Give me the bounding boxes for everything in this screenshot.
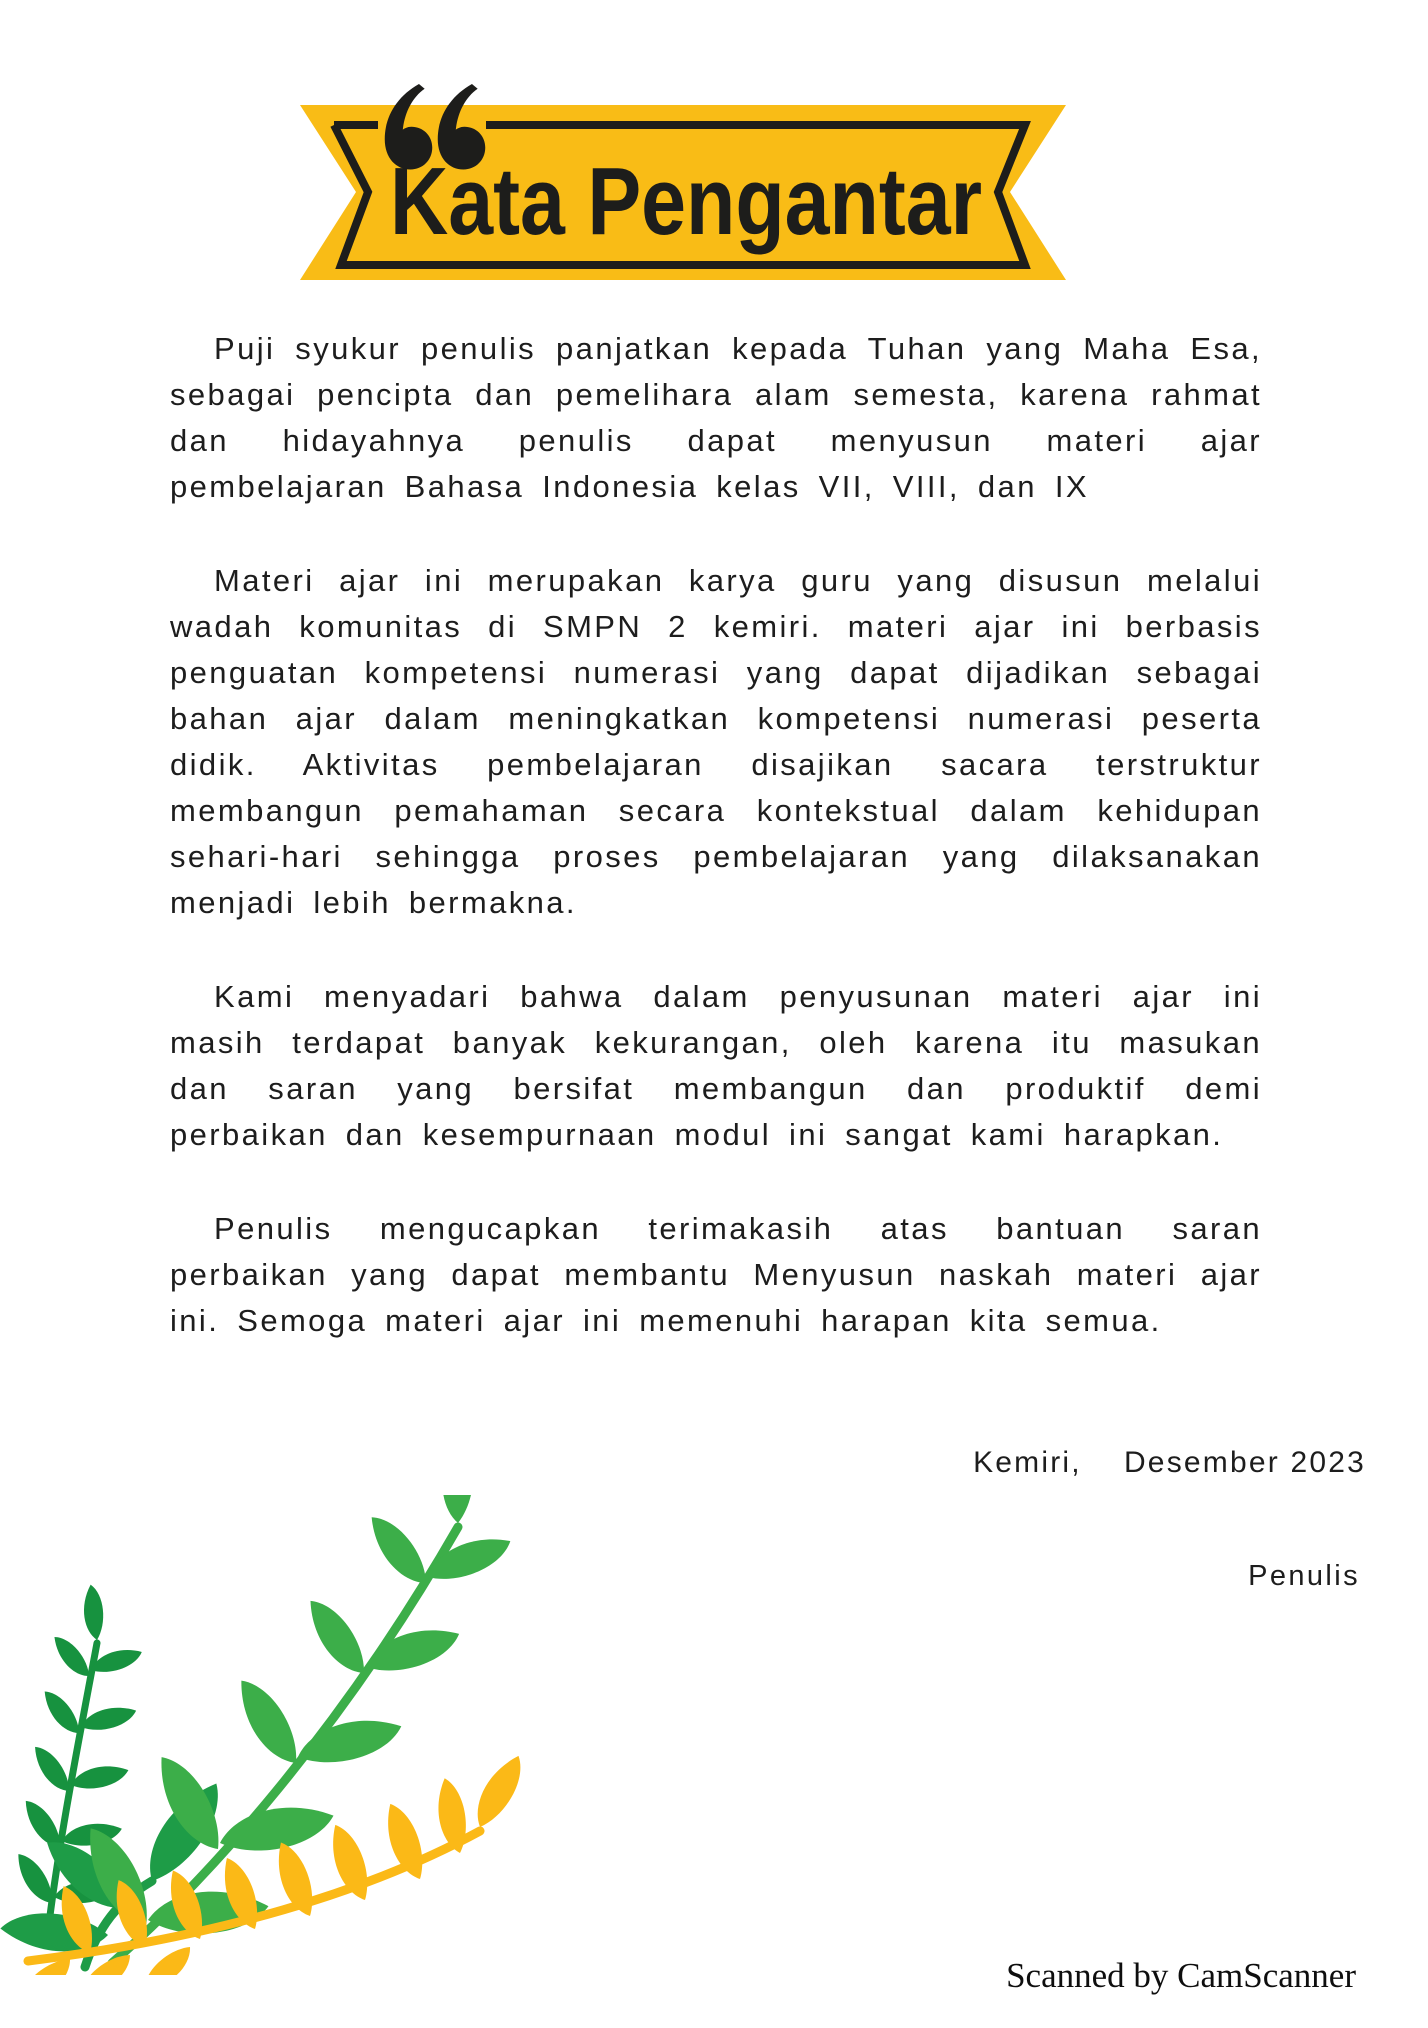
leaf-decoration [0,1495,540,1975]
page-title: Kata Pengantar [390,148,982,255]
title-banner [280,76,1072,292]
place-date: Kemiri, Desember 2023 [973,1446,1366,1479]
author-label: Penulis [1248,1560,1360,1592]
preface-body [170,326,1262,1392]
paragraph-4: Penulis mengucapkan terimakasih atas bantuan saran perbaikan yang dapat membantu Menyusun naskah materi ajar ini. Semoga materi ajar ini memenuhi harapan kita semua. [170,1211,1262,1338]
scanner-watermark: Scanned by CamScanner [1006,1956,1356,1995]
paragraph-1: Puji syukur penulis panjatkan kepada Tuhan yang Maha Esa, sebagai pencipta dan pemelihara alam semesta, karena rahmat dan hidayahnya penulis dapat menyusun materi ajar pembelajaran Bahasa Indonesia kelas VII, VIII, dan IX [170,331,1262,504]
paragraph-3: Kami menyadari bahwa dalam penyusunan materi ajar ini masih terdapat banyak kekurangan, oleh karena itu masukan dan saran yang bersifat membangun dan produktif demi perbaikan dan kesempurnaan modul ini sangat kami harapkan. [170,979,1262,1152]
paragraph-2: Materi ajar ini merupakan karya guru yang disusun melalui wadah komunitas di SMPN 2 kemiri. materi ajar ini berbasis penguatan kompetensi numerasi yang dapat dijadikan sebagai bahan ajar dalam meningkatkan kompetensi numerasi peserta didik. Aktivitas pembelajaran disajikan sacara terstruktur membangun pemahaman secara kontekstual dalam kehidupan sehari-hari sehingga proses pembelajaran yang dilaksanakan menjadi lebih bermakna. [170,563,1262,920]
